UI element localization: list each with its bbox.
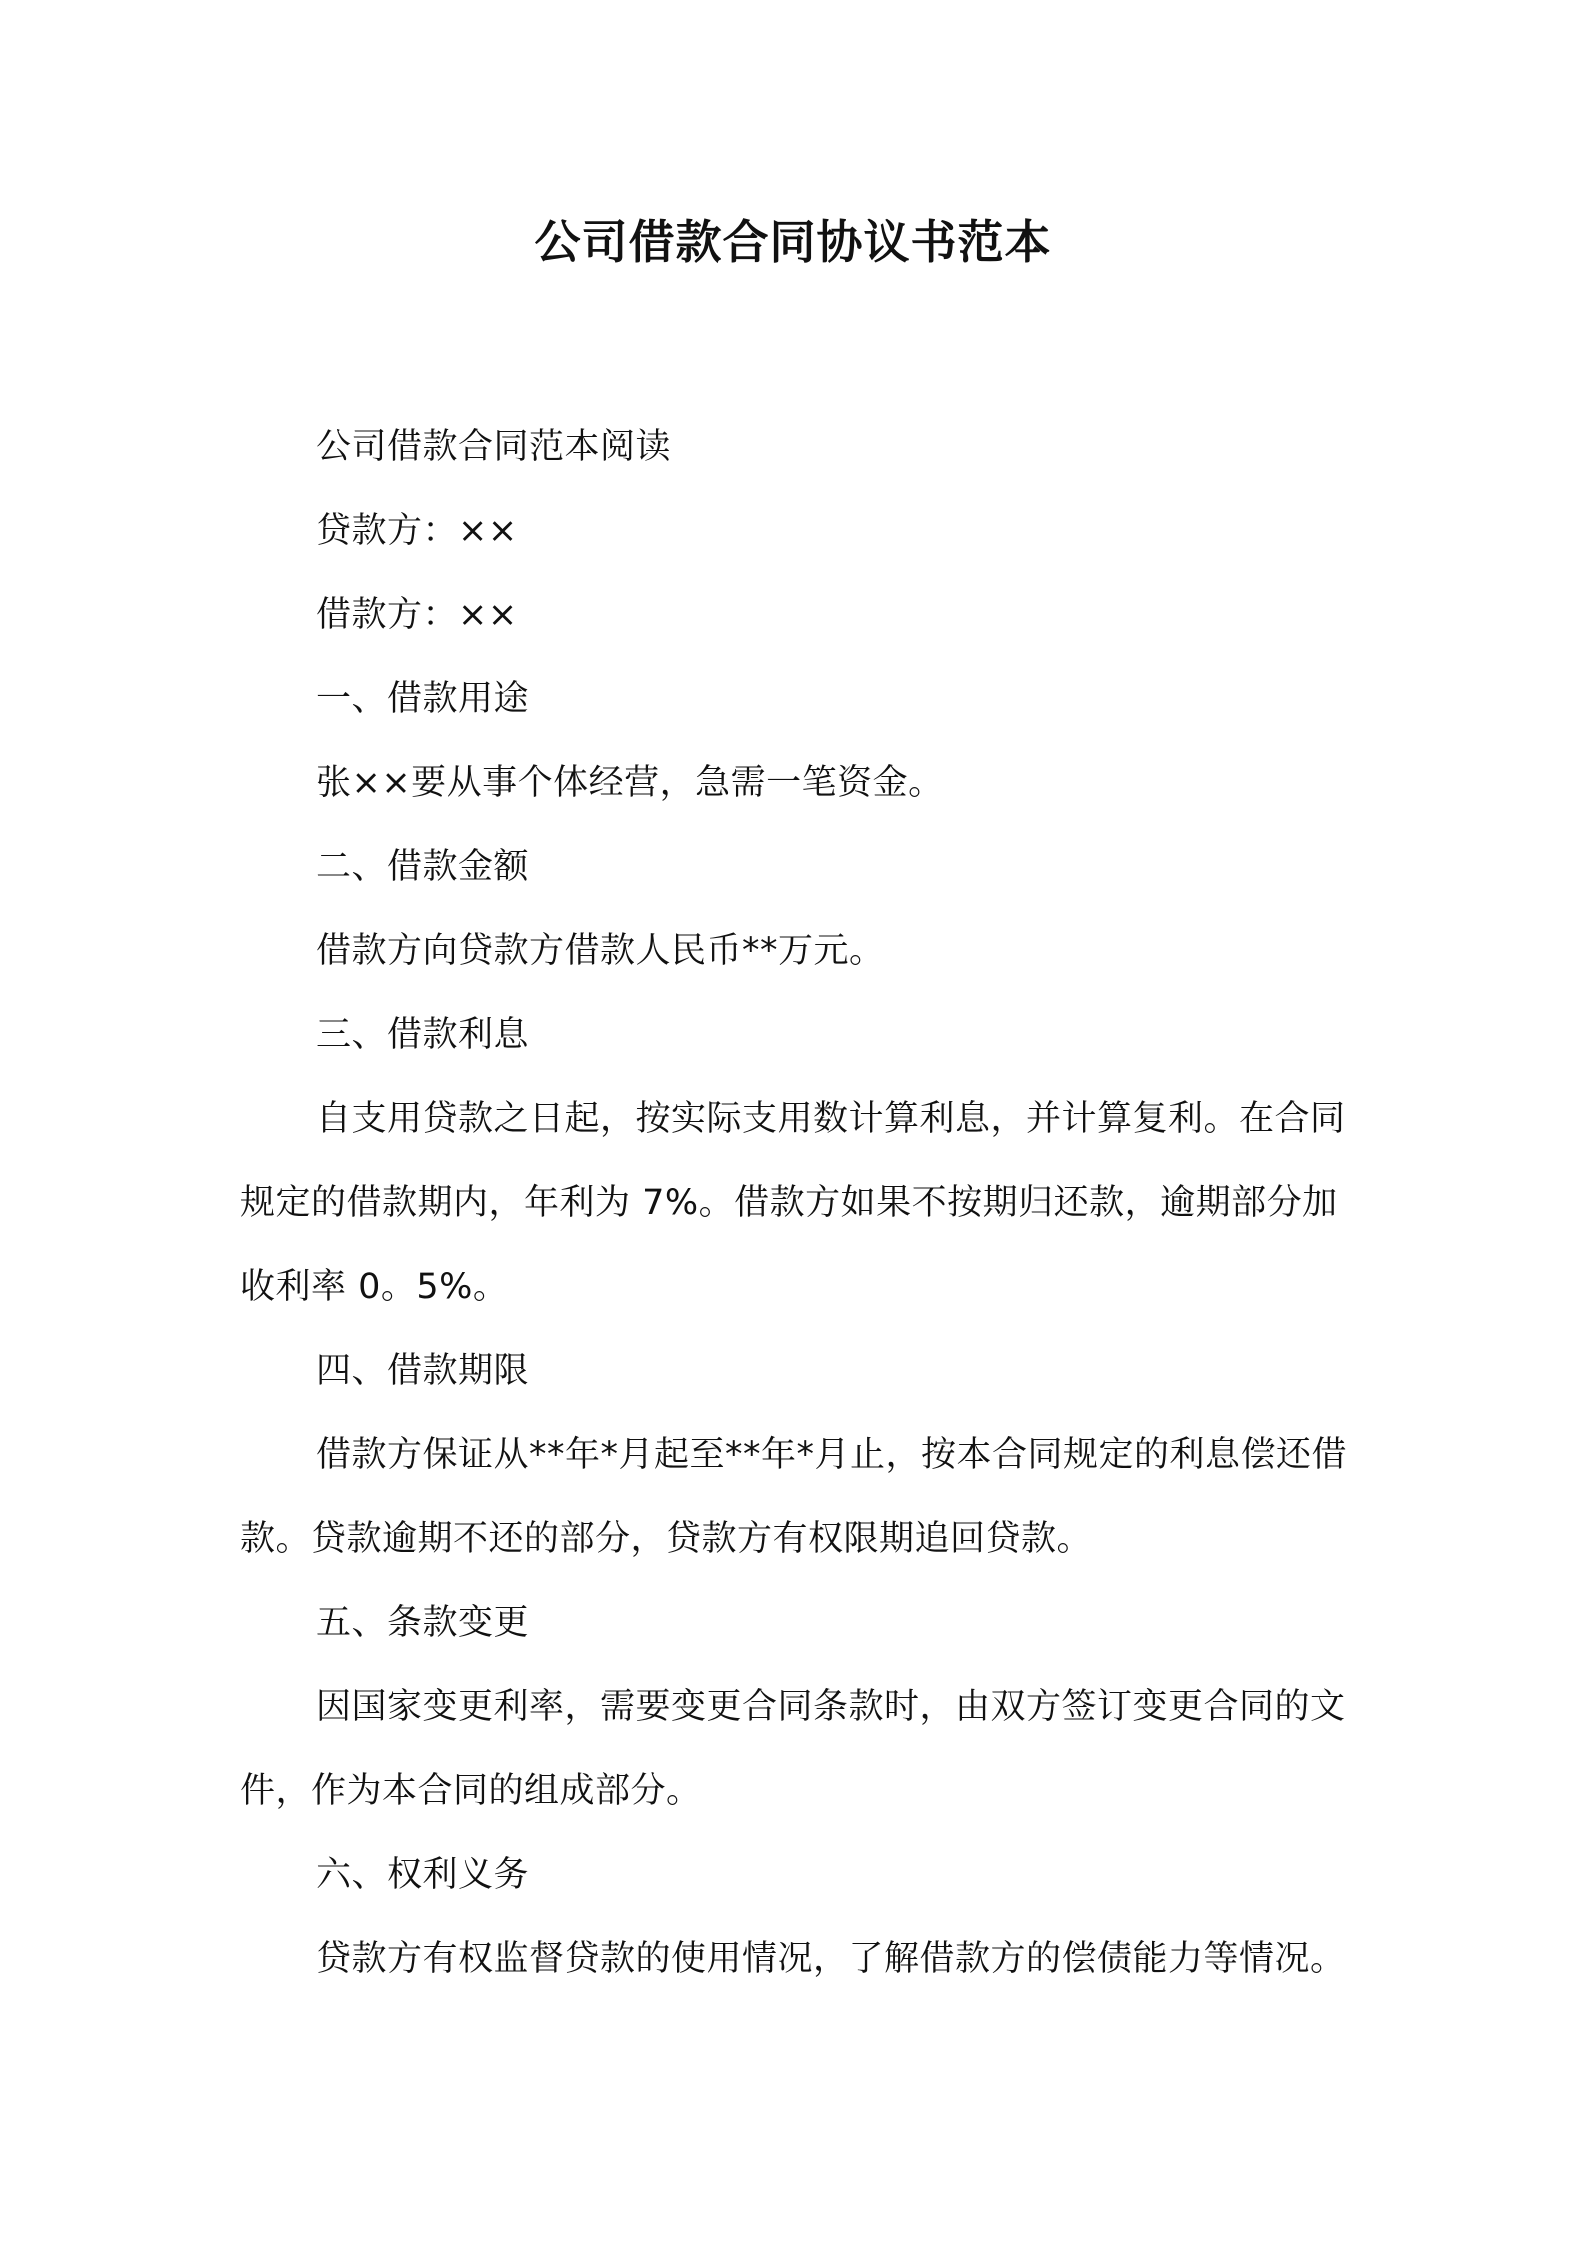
paragraph-term: 借款方保证从**年*月起至**年*月止，按本合同规定的利息偿还借款。贷款逾期不还的部分，贷款方有权限期追回贷款。 [240, 1435, 1348, 1559]
paragraph-purpose: 张××要从事个体经营，急需一笔资金。 [316, 763, 944, 803]
paragraph-interest: 自支用贷款之日起，按实际支用数计算利息，并计算复利。在合同规定的借款期内，年利为 7%。借款方如果不按期归还款，逾期部分加收利率 0。5%。 [240, 1099, 1346, 1307]
section-heading-purpose: 一、借款用途 [316, 679, 530, 719]
paragraph-borrower: 借款方：×× [316, 595, 518, 635]
paragraph-rights: 贷款方有权监督贷款的使用情况，了解借款方的偿债能力等情况。 [316, 1939, 1346, 1979]
section-heading-changes: 五、条款变更 [316, 1603, 530, 1643]
paragraph-intro: 公司借款合同范本阅读 [316, 427, 672, 467]
paragraph-changes: 因国家变更利率，需要变更合同条款时，由双方签订变更合同的文件，作为本合同的组成部分。 [240, 1687, 1346, 1811]
section-heading-rights: 六、权利义务 [316, 1855, 530, 1895]
paragraph-lender: 贷款方：×× [316, 511, 518, 551]
document-body [240, 405, 1360, 2001]
section-heading-amount: 二、借款金额 [316, 847, 530, 887]
paragraph-amount: 借款方向贷款方借款人民币**万元。 [316, 931, 885, 971]
section-heading-interest: 三、借款利息 [316, 1015, 530, 1055]
document-title: 公司借款合同协议书范本 [534, 215, 1052, 269]
section-heading-term: 四、借款期限 [316, 1351, 530, 1391]
